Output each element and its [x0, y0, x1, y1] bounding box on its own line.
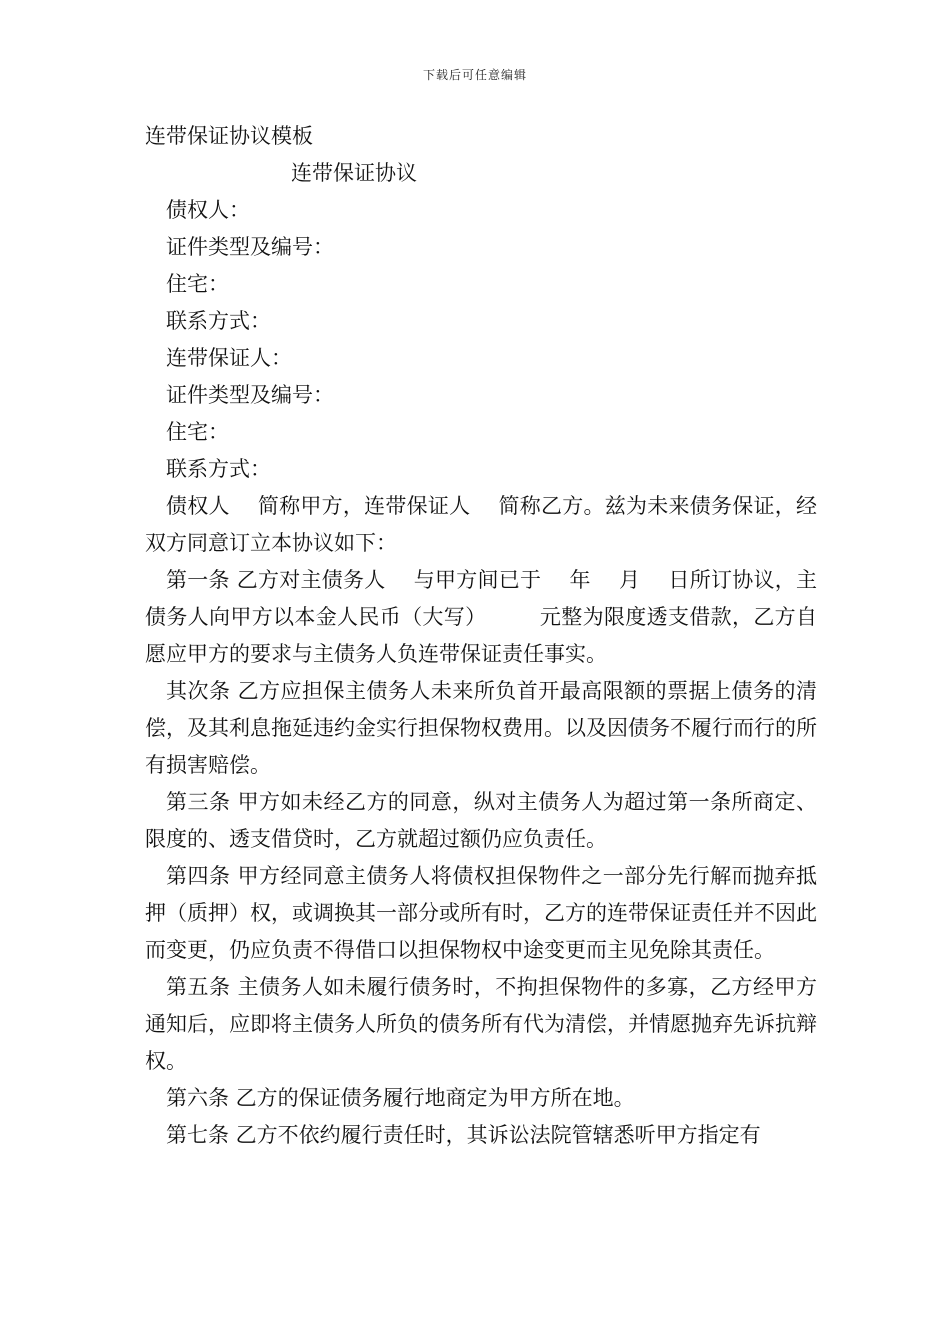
- document-title: 连带保证协议模板: [145, 124, 313, 148]
- document-body: [145, 118, 817, 1154]
- article-4: 第四条 甲方经同意主债务人将债权担保物件之一部分先行解而抛弃抵押（质押）权，或调换其一部分或所有时，乙方的连带保证责任并不因此而变更，仍应负责不得借口以担保物权中途变更而主见免除其责任。: [145, 864, 817, 962]
- article-1: 第一条 乙方对主债务人 与甲方间已于 年 月 日所订协议，主债务人向甲方以本金人民币（大写） 元整为限度透支借款，乙方自愿应甲方的要求与主债务人负连带保证责任事实。: [145, 568, 817, 666]
- creditor-address-field: 住宅：: [166, 272, 229, 296]
- header-note: 下载后可任意编辑: [422, 68, 527, 82]
- guarantor-contact-field: 联系方式：: [166, 457, 271, 481]
- creditor-contact-field: 联系方式：: [166, 309, 271, 333]
- article-2: 其次条 乙方应担保主债务人未来所负首开最高限额的票据上债务的清偿，及其利息拖延违约金实行担保物权费用。以及因债务不履行而行的所有损害赔偿。: [145, 679, 817, 777]
- creditor-id-field: 证件类型及编号：: [166, 235, 334, 259]
- document-subtitle: 连带保证协议: [291, 161, 417, 185]
- creditor-name-field: 债权人：: [166, 198, 250, 222]
- article-6: 第六条 乙方的保证债务履行地商定为甲方所在地。: [166, 1086, 635, 1110]
- guarantor-id-field: 证件类型及编号：: [166, 383, 334, 407]
- guarantor-address-field: 住宅：: [166, 420, 229, 444]
- article-3: 第三条 甲方如未经乙方的同意，纵对主债务人为超过第一条所商定、限度的、透支借贷时，乙方就超过额仍应负责任。: [145, 790, 817, 851]
- guarantor-name-field: 连带保证人：: [166, 346, 292, 370]
- article-7: 第七条 乙方不依约履行责任时，其诉讼法院管辖悉听甲方指定有: [166, 1123, 761, 1147]
- article-5: 第五条 主债务人如未履行债务时，不拘担保物件的多寡，乙方经甲方通知后，应即将主债务人所负的债务所有代为清偿，并情愿抛弃先诉抗辩权。: [145, 975, 817, 1073]
- intro-paragraph: 债权人 简称甲方，连带保证人 简称乙方。兹为未来债务保证，经双方同意订立本协议如下：: [145, 494, 817, 555]
